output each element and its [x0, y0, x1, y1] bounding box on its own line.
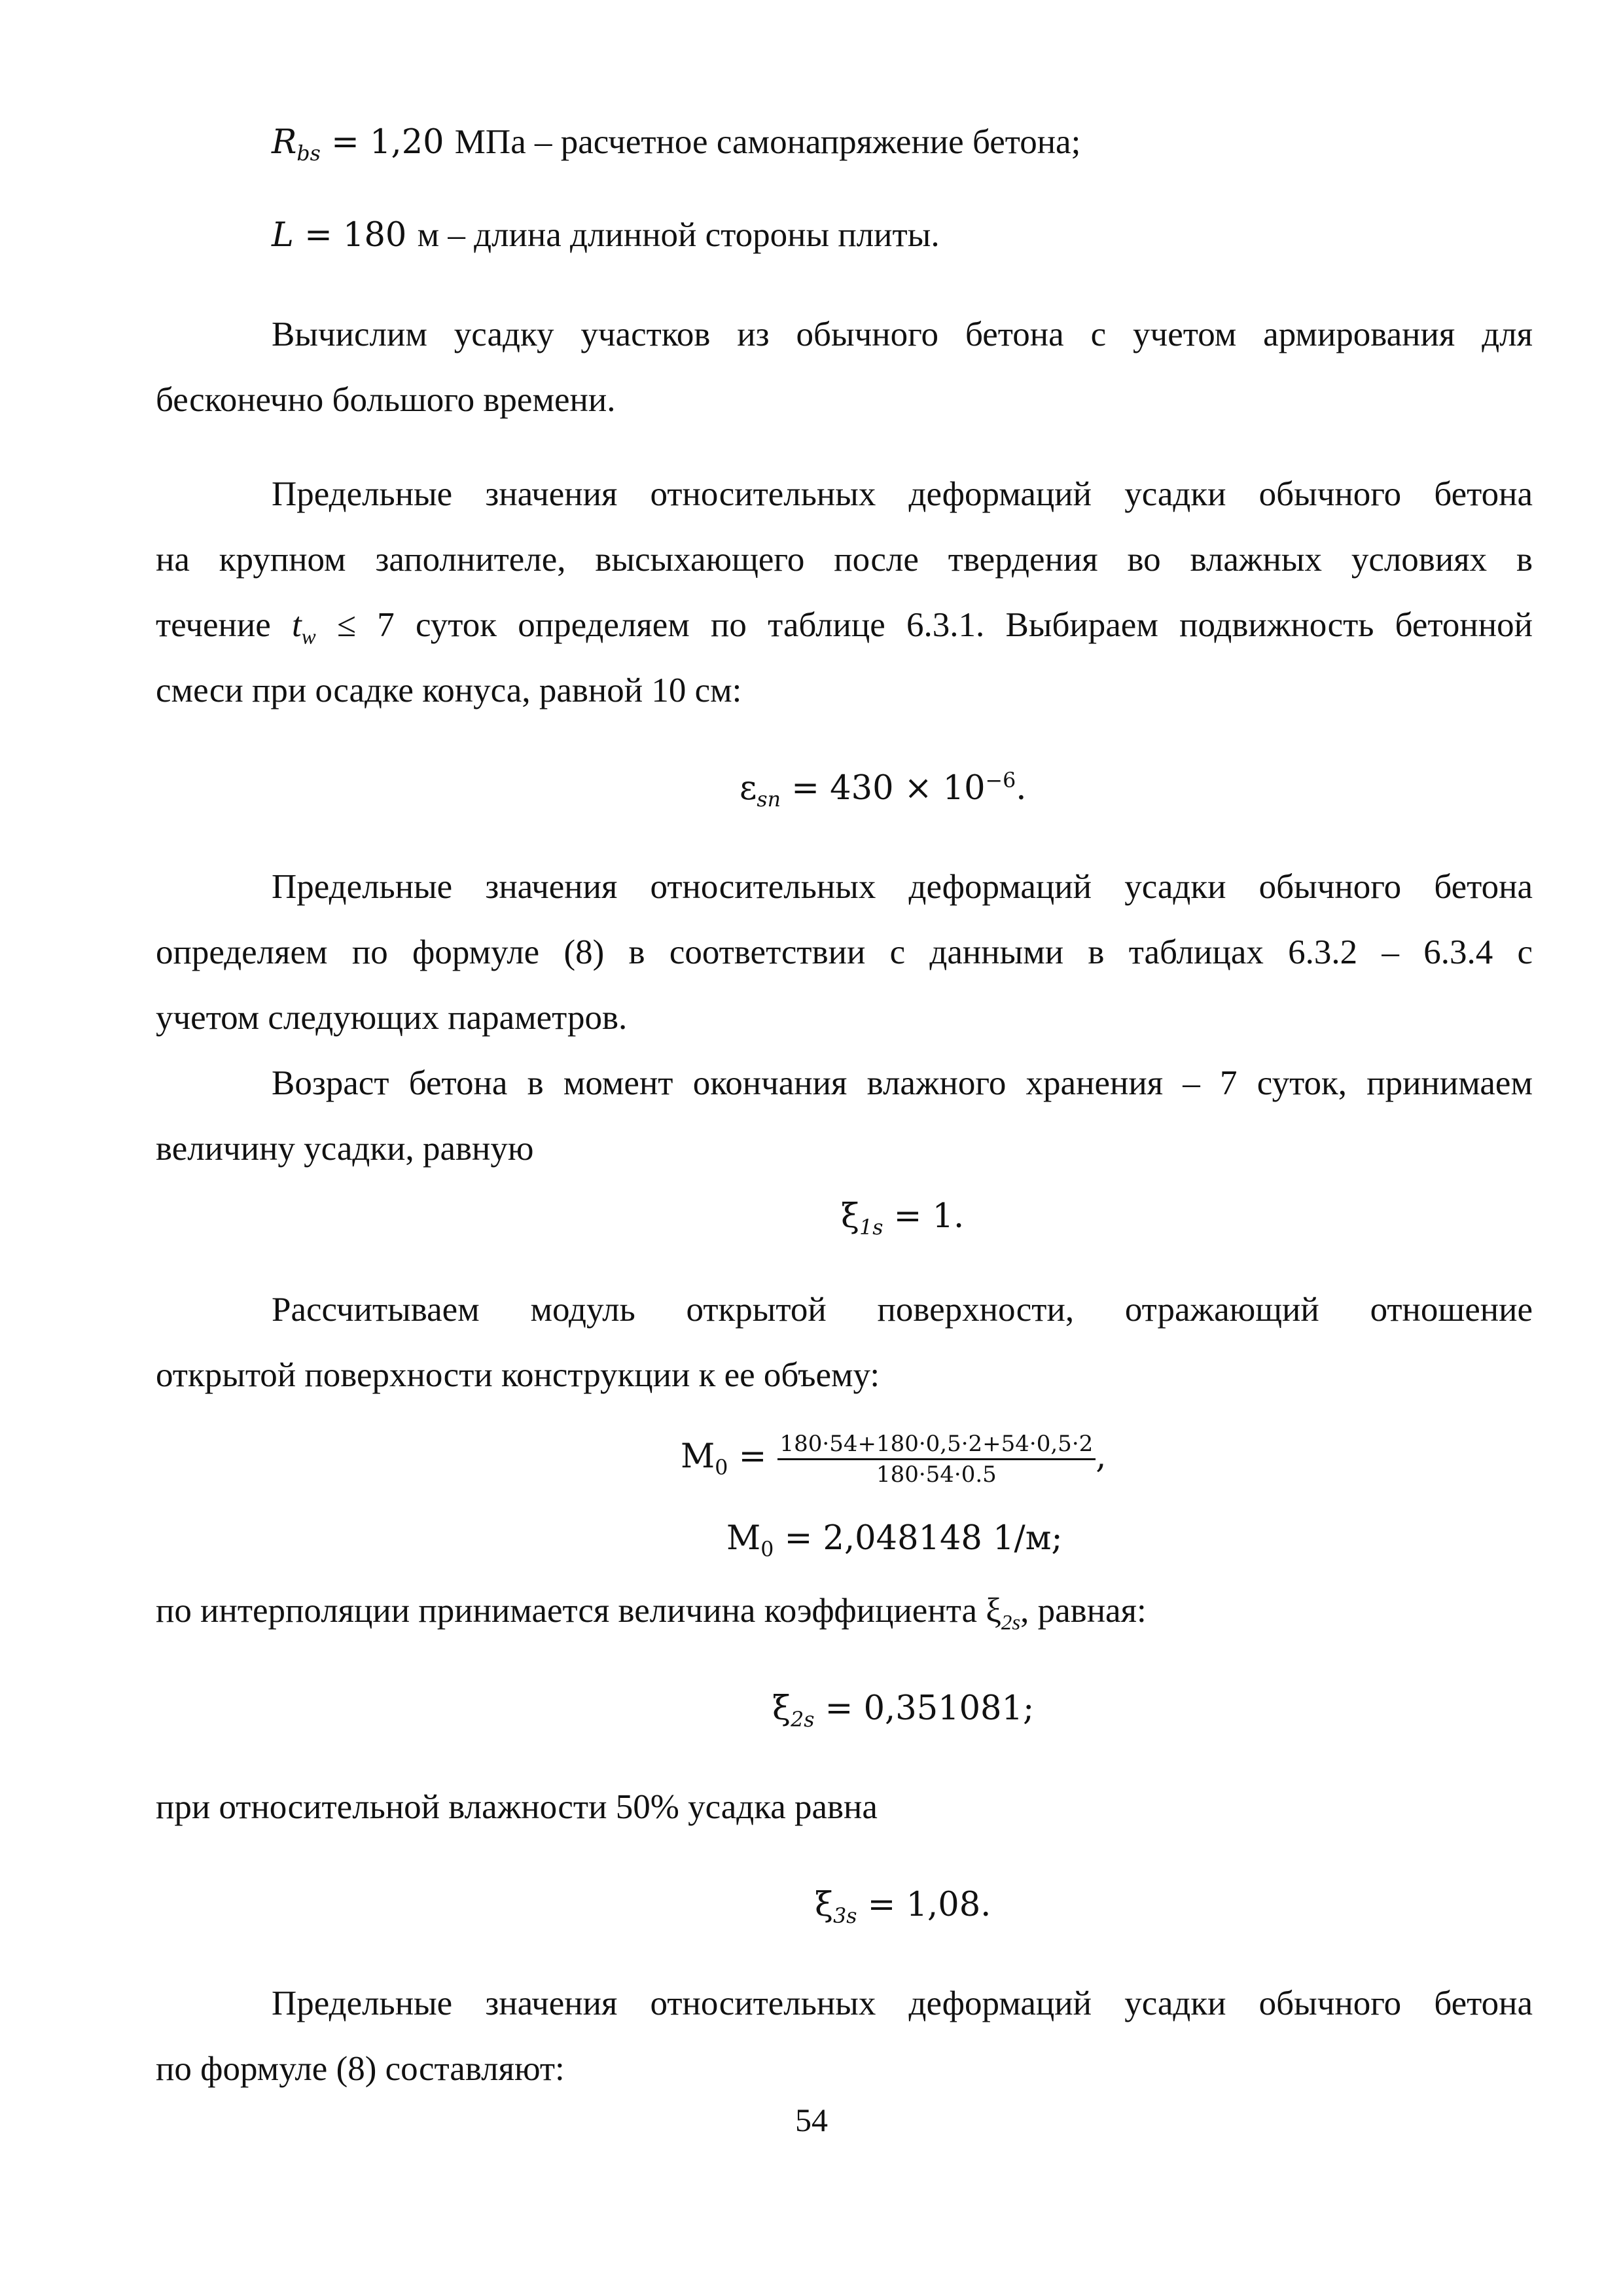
paragraph-2-line-1: Вычислим усадку участков из обычного бетона с учетом армирования для [272, 315, 1533, 353]
xi2-subscript: 2s [791, 1708, 815, 1732]
paragraph-5-line-1: Возраст бетона в момент окончания влажного хранения – 7 суток, принимаем [272, 1064, 1533, 1102]
paragraph-5-line-2: величину усадки, равную [156, 1130, 534, 1168]
xi2-symbol: ξ [772, 1689, 791, 1728]
xi1-body: = 1. [883, 1197, 965, 1236]
m0-symbol: M [681, 1437, 715, 1476]
m0-denominator: 180·54·0.5 [876, 1461, 997, 1488]
paragraph-2-line-2: бесконечно большого времени. [156, 381, 616, 419]
esn-subscript: sn [757, 788, 781, 812]
rbs-definition [272, 122, 1533, 166]
xi1-symbol: ξ [841, 1197, 860, 1236]
esn-exponent: −6 [985, 769, 1016, 793]
esn-end: . [1016, 769, 1027, 808]
paragraph-7 [156, 1590, 1533, 1635]
equation-m0-value [726, 1518, 1063, 1562]
equation-xi-2s [772, 1689, 1035, 1732]
equation-m0-fraction [681, 1424, 1106, 1490]
l-description: м – длина длинной стороны плиты. [417, 216, 940, 254]
xi2-body: = 0,351081; [814, 1689, 1035, 1728]
l-symbol: L [272, 216, 294, 255]
m0-value-subscript: 0 [760, 1538, 774, 1562]
equation-xi-1s [841, 1196, 965, 1240]
m0-value-body: = 2,048148 1/м; [774, 1519, 1063, 1558]
paragraph-6-line-1: Рассчитываем модуль открытой поверхности, отражающий отношение [272, 1291, 1533, 1329]
paragraph-9-line-1: Предельные значения относительных деформаций усадки обычного бетона [272, 1984, 1533, 2022]
paragraph-3-line-3 [156, 605, 1533, 649]
equation-shrinkage-esn [740, 768, 1027, 812]
xi3-symbol: ξ [815, 1886, 834, 1924]
m0-value-symbol: M [726, 1519, 761, 1558]
tw-subscript: w [301, 625, 316, 649]
rbs-description: МПа – расчетное самонапряжение бетона; [454, 123, 1081, 161]
paragraph-4-line-1: Предельные значения относительных деформаций усадки обычного бетона [272, 868, 1533, 906]
paragraph-4-line-3: учетом следующих параметров. [156, 999, 628, 1037]
paragraph-3-line-3-end: ≤ 7 суток определяем по таблице 6.3.1. Выбираем подвижность бетонной [315, 606, 1533, 644]
paragraph-3-line-1: Предельные значения относительных деформаций усадки обычного бетона [272, 475, 1533, 513]
tw-symbol: t [292, 606, 302, 644]
paragraph-6-line-2: открытой поверхности конструкции к ее объему: [156, 1356, 880, 1394]
xi3-subscript: 3s [833, 1905, 857, 1929]
xi3-body: = 1,08. [857, 1886, 991, 1924]
paragraph-3-line-2: на крупном заполнителе, высыхающего после твердения во влажных условиях в [156, 541, 1533, 579]
m0-subscript: 0 [715, 1456, 728, 1480]
m0-fraction-end: , [1096, 1437, 1107, 1476]
esn-symbol: ε [740, 769, 757, 808]
l-equals: = 180 [293, 216, 418, 255]
rbs-symbol: R [272, 123, 297, 162]
m0-equals: = [728, 1437, 777, 1476]
equation-xi-3s [815, 1885, 991, 1929]
paragraph-3-line-3-start: течение [156, 606, 293, 644]
m0-numerator: 180·54+180·0,5·2+54·0,5·2 [777, 1429, 1096, 1460]
esn-body: = 430 × 10 [781, 769, 986, 808]
m0-fraction [777, 1429, 1096, 1489]
rbs-equals: = 1,20 [320, 123, 455, 162]
paragraph-7-end: , равная: [1020, 1592, 1147, 1630]
page-number: 54 [795, 2102, 828, 2138]
xi2-inline-subscript: 2s [1001, 1611, 1021, 1635]
paragraph-4-line-2: определяем по формуле (8) в соответствии с данными в таблицах 6.3.2 – 6.3.4 с [156, 933, 1533, 971]
l-definition [272, 215, 1533, 256]
xi1-subscript: 1s [859, 1216, 883, 1240]
paragraph-3-line-4: смеси при осадке конуса, равной 10 см: [156, 672, 742, 709]
paragraph-9-line-2: по формуле (8) составляют: [156, 2050, 565, 2088]
xi2-inline-symbol: ξ [986, 1592, 1001, 1630]
paragraph-8: при относительной влажности 50% усадка равна [156, 1788, 878, 1826]
rbs-subscript: bs [296, 142, 321, 166]
paragraph-7-start: по интерполяции принимается величина коэффициента [156, 1592, 986, 1630]
